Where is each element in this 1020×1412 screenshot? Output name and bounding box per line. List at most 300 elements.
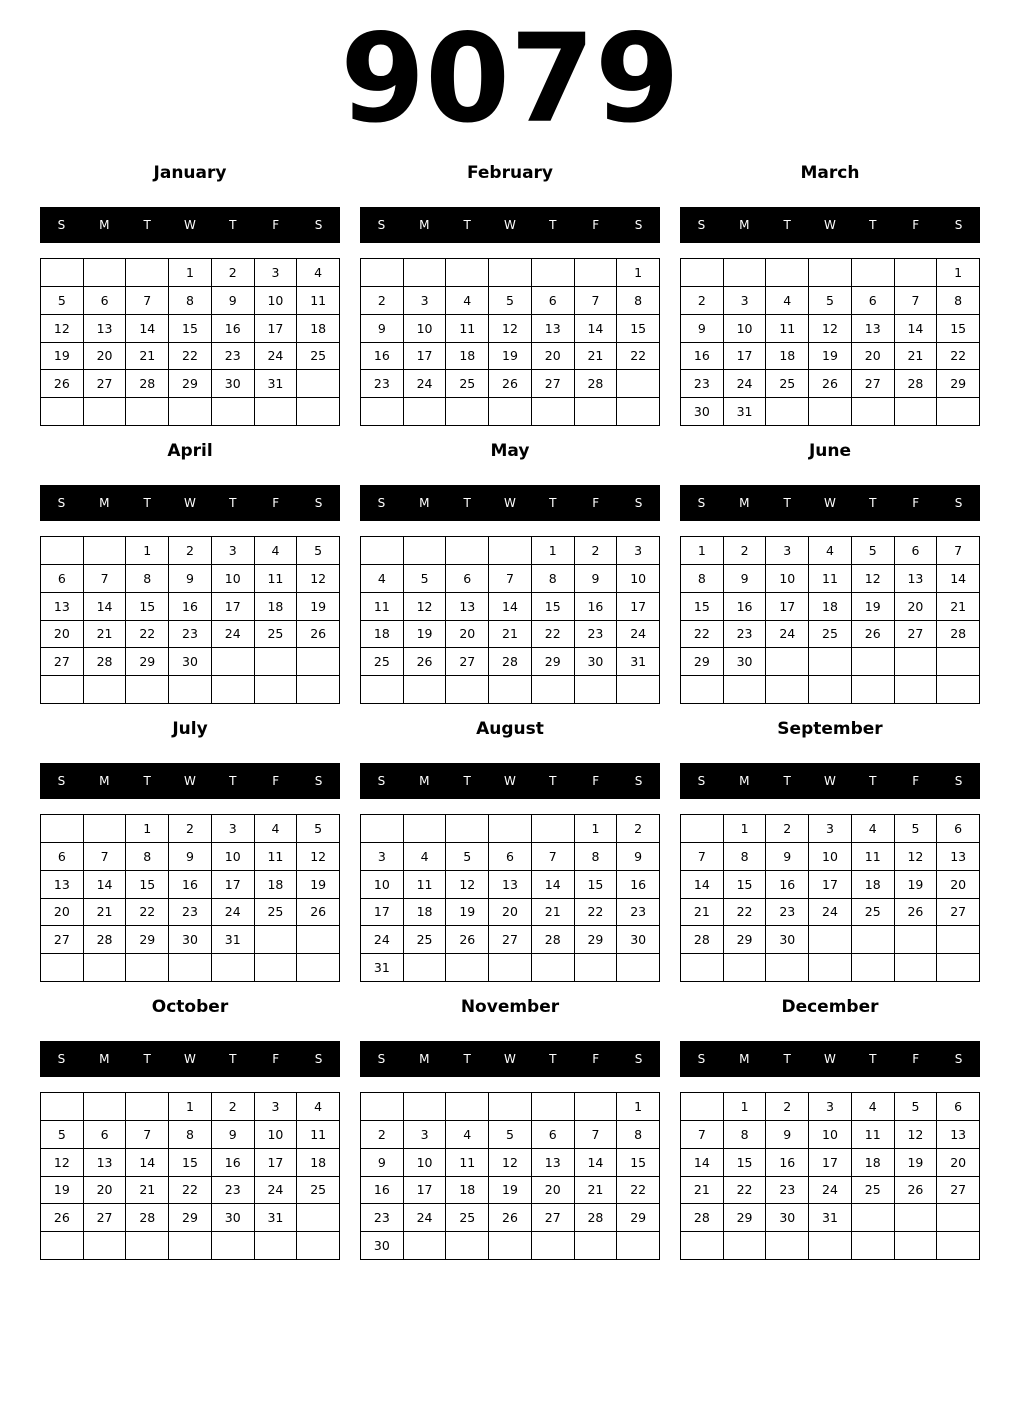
empty-day-cell: [84, 1093, 127, 1121]
day-cell: 25: [766, 370, 809, 398]
day-cell: 1: [169, 259, 212, 287]
day-cell: 2: [361, 287, 404, 315]
empty-day-cell: [297, 1232, 340, 1260]
day-cell: 18: [297, 315, 340, 343]
day-cell: 8: [126, 843, 169, 871]
empty-day-cell: [852, 954, 895, 982]
day-cell: 7: [84, 843, 127, 871]
day-cell: 18: [255, 871, 298, 899]
day-cell: 10: [212, 565, 255, 593]
day-cell: 5: [41, 1121, 84, 1149]
weekday-label: S: [377, 218, 386, 232]
day-cell: 22: [575, 899, 618, 927]
day-cell: 30: [212, 370, 255, 398]
day-cell: 3: [617, 537, 660, 565]
day-cell: 26: [895, 899, 938, 927]
day-cell: 4: [255, 815, 298, 843]
weekday-label: T: [783, 496, 791, 510]
day-cell: 14: [84, 871, 127, 899]
day-grid: [680, 1092, 980, 1260]
day-cell: 14: [489, 593, 532, 621]
weekday-label: W: [184, 774, 196, 788]
day-cell: 25: [255, 899, 298, 927]
day-cell: 30: [681, 398, 724, 426]
day-cell: 21: [84, 621, 127, 649]
day-cell: 9: [724, 565, 767, 593]
day-cell: 6: [852, 287, 895, 315]
empty-day-cell: [212, 1232, 255, 1260]
day-cell: 4: [446, 287, 489, 315]
day-cell: 11: [297, 287, 340, 315]
day-cell: 12: [297, 843, 340, 871]
empty-day-cell: [617, 398, 660, 426]
day-cell: 14: [532, 871, 575, 899]
weekday-label: S: [697, 1052, 706, 1066]
empty-day-cell: [404, 398, 447, 426]
day-cell: 31: [724, 398, 767, 426]
weekday-label: F: [592, 1052, 600, 1066]
day-cell: 27: [41, 926, 84, 954]
empty-day-cell: [681, 954, 724, 982]
day-cell: 18: [852, 871, 895, 899]
day-cell: 8: [724, 1121, 767, 1149]
weekday-label: T: [869, 218, 877, 232]
day-cell: 21: [681, 899, 724, 927]
empty-day-cell: [41, 398, 84, 426]
weekday-label: S: [954, 1052, 963, 1066]
empty-day-cell: [361, 259, 404, 287]
day-cell: 23: [575, 621, 618, 649]
day-cell: 14: [575, 315, 618, 343]
day-cell: 10: [212, 843, 255, 871]
weekday-label: S: [634, 496, 643, 510]
month-june: [680, 436, 980, 714]
empty-day-cell: [169, 1232, 212, 1260]
day-cell: 30: [169, 926, 212, 954]
weekday-label: W: [184, 218, 196, 232]
day-cell: 24: [255, 1177, 298, 1205]
weekday-label: T: [869, 1052, 877, 1066]
empty-day-cell: [126, 954, 169, 982]
empty-day-cell: [489, 954, 532, 982]
empty-day-cell: [84, 259, 127, 287]
day-cell: 26: [41, 370, 84, 398]
weekday-label: F: [272, 774, 280, 788]
day-cell: 4: [809, 537, 852, 565]
day-cell: 6: [532, 1121, 575, 1149]
weekday-label: T: [549, 218, 557, 232]
day-cell: 6: [895, 537, 938, 565]
empty-day-cell: [809, 926, 852, 954]
weekday-label: M: [739, 774, 750, 788]
day-cell: 19: [489, 1177, 532, 1205]
day-cell: 11: [255, 565, 298, 593]
weekday-label: S: [377, 1052, 386, 1066]
weekday-label: F: [272, 1052, 280, 1066]
weekday-label: M: [99, 774, 110, 788]
day-cell: 27: [937, 899, 980, 927]
weekday-label: S: [57, 774, 66, 788]
day-cell: 21: [575, 343, 618, 371]
day-cell: 1: [937, 259, 980, 287]
weekday-header: [360, 485, 660, 521]
empty-day-cell: [532, 954, 575, 982]
day-cell: 20: [532, 1177, 575, 1205]
day-grid: [680, 814, 980, 982]
day-cell: 25: [297, 343, 340, 371]
day-cell: 3: [255, 1093, 298, 1121]
empty-day-cell: [895, 1232, 938, 1260]
day-cell: 31: [212, 926, 255, 954]
day-cell: 4: [255, 537, 298, 565]
day-cell: 24: [404, 370, 447, 398]
day-cell: 13: [41, 593, 84, 621]
empty-day-cell: [169, 954, 212, 982]
month-april: [40, 436, 340, 714]
day-cell: 2: [212, 1093, 255, 1121]
empty-day-cell: [84, 676, 127, 704]
day-cell: 23: [169, 899, 212, 927]
day-cell: 19: [297, 871, 340, 899]
weekday-label: F: [592, 218, 600, 232]
weekday-label: M: [99, 496, 110, 510]
day-cell: 8: [724, 843, 767, 871]
empty-day-cell: [297, 926, 340, 954]
empty-day-cell: [681, 259, 724, 287]
weekday-label: W: [824, 774, 836, 788]
day-cell: 26: [404, 648, 447, 676]
day-cell: 26: [297, 899, 340, 927]
day-cell: 20: [489, 899, 532, 927]
day-cell: 17: [255, 1149, 298, 1177]
year-title: 9079: [340, 8, 680, 150]
empty-day-cell: [575, 676, 618, 704]
day-cell: 27: [84, 1204, 127, 1232]
empty-day-cell: [41, 676, 84, 704]
day-cell: 23: [766, 1177, 809, 1205]
day-cell: 26: [489, 370, 532, 398]
day-cell: 24: [617, 621, 660, 649]
day-cell: 18: [809, 593, 852, 621]
day-cell: 6: [937, 1093, 980, 1121]
day-cell: 7: [126, 1121, 169, 1149]
day-cell: 10: [766, 565, 809, 593]
day-cell: 4: [766, 287, 809, 315]
empty-day-cell: [361, 676, 404, 704]
day-cell: 8: [937, 287, 980, 315]
day-cell: 25: [404, 926, 447, 954]
day-grid: [360, 536, 660, 704]
weekday-label: M: [419, 218, 430, 232]
day-cell: 31: [809, 1204, 852, 1232]
day-cell: 15: [169, 315, 212, 343]
day-cell: 19: [446, 899, 489, 927]
day-cell: 17: [361, 899, 404, 927]
empty-day-cell: [766, 676, 809, 704]
empty-day-cell: [532, 259, 575, 287]
day-cell: 2: [724, 537, 767, 565]
weekday-header: [40, 1041, 340, 1077]
day-cell: 5: [895, 815, 938, 843]
empty-day-cell: [361, 1093, 404, 1121]
empty-day-cell: [169, 398, 212, 426]
day-cell: 28: [681, 1204, 724, 1232]
weekday-header: [680, 485, 980, 521]
day-cell: 12: [895, 843, 938, 871]
day-cell: 24: [212, 899, 255, 927]
day-cell: 17: [809, 1149, 852, 1177]
day-cell: 9: [766, 843, 809, 871]
day-cell: 1: [126, 537, 169, 565]
day-cell: 23: [212, 1177, 255, 1205]
day-cell: 18: [446, 343, 489, 371]
weekday-label: W: [824, 1052, 836, 1066]
empty-day-cell: [212, 954, 255, 982]
weekday-label: W: [824, 218, 836, 232]
day-cell: 15: [126, 871, 169, 899]
month-name: June: [808, 441, 852, 461]
day-cell: 1: [724, 815, 767, 843]
day-cell: 2: [169, 815, 212, 843]
day-cell: 22: [724, 1177, 767, 1205]
empty-day-cell: [681, 815, 724, 843]
weekday-label: F: [912, 1052, 920, 1066]
day-cell: 27: [446, 648, 489, 676]
day-cell: 13: [532, 1149, 575, 1177]
day-cell: 5: [489, 287, 532, 315]
day-cell: 1: [617, 1093, 660, 1121]
day-cell: 23: [212, 343, 255, 371]
weekday-label: T: [869, 496, 877, 510]
day-cell: 28: [681, 926, 724, 954]
day-cell: 23: [617, 899, 660, 927]
day-cell: 23: [361, 370, 404, 398]
empty-day-cell: [895, 259, 938, 287]
day-cell: 26: [852, 621, 895, 649]
day-grid: [360, 258, 660, 426]
day-cell: 16: [575, 593, 618, 621]
empty-day-cell: [84, 815, 127, 843]
day-cell: 19: [895, 1149, 938, 1177]
empty-day-cell: [489, 259, 532, 287]
month-december: [680, 992, 980, 1270]
empty-day-cell: [41, 954, 84, 982]
day-cell: 23: [681, 370, 724, 398]
day-cell: 15: [617, 1149, 660, 1177]
weekday-label: W: [504, 496, 516, 510]
day-cell: 20: [41, 621, 84, 649]
empty-day-cell: [724, 954, 767, 982]
day-cell: 4: [361, 565, 404, 593]
day-cell: 13: [937, 843, 980, 871]
day-cell: 11: [297, 1121, 340, 1149]
weekday-label: W: [184, 496, 196, 510]
day-cell: 24: [361, 926, 404, 954]
day-cell: 29: [724, 926, 767, 954]
empty-day-cell: [937, 1232, 980, 1260]
weekday-label: S: [314, 218, 323, 232]
weekday-label: F: [272, 218, 280, 232]
day-cell: 20: [937, 1149, 980, 1177]
day-cell: 28: [937, 621, 980, 649]
empty-day-cell: [126, 259, 169, 287]
day-cell: 8: [681, 565, 724, 593]
day-cell: 30: [724, 648, 767, 676]
day-cell: 24: [809, 899, 852, 927]
day-cell: 29: [937, 370, 980, 398]
empty-day-cell: [126, 676, 169, 704]
day-cell: 22: [937, 343, 980, 371]
day-cell: 16: [617, 871, 660, 899]
day-cell: 8: [532, 565, 575, 593]
day-grid: [40, 536, 340, 704]
day-cell: 13: [84, 1149, 127, 1177]
day-cell: 31: [361, 954, 404, 982]
day-cell: 6: [84, 287, 127, 315]
day-cell: 7: [84, 565, 127, 593]
empty-day-cell: [852, 926, 895, 954]
day-cell: 29: [724, 1204, 767, 1232]
day-cell: 18: [297, 1149, 340, 1177]
day-cell: 7: [126, 287, 169, 315]
month-november: [360, 992, 660, 1270]
day-cell: 27: [895, 621, 938, 649]
day-cell: 2: [766, 815, 809, 843]
weekday-header: [40, 207, 340, 243]
day-cell: 2: [212, 259, 255, 287]
day-cell: 26: [446, 926, 489, 954]
empty-day-cell: [895, 926, 938, 954]
day-cell: 19: [41, 343, 84, 371]
weekday-label: S: [377, 496, 386, 510]
empty-day-cell: [937, 648, 980, 676]
day-cell: 16: [169, 593, 212, 621]
day-cell: 16: [212, 315, 255, 343]
day-cell: 28: [575, 1204, 618, 1232]
day-cell: 30: [766, 926, 809, 954]
day-cell: 12: [489, 1149, 532, 1177]
day-cell: 30: [575, 648, 618, 676]
weekday-label: W: [504, 774, 516, 788]
month-march: [680, 158, 980, 436]
day-cell: 21: [895, 343, 938, 371]
months-grid: [40, 158, 980, 1270]
weekday-label: T: [869, 774, 877, 788]
day-cell: 6: [41, 565, 84, 593]
day-grid: [680, 536, 980, 704]
day-cell: 9: [169, 565, 212, 593]
month-name: February: [466, 163, 554, 183]
day-cell: 25: [852, 1177, 895, 1205]
day-cell: 3: [212, 815, 255, 843]
day-cell: 16: [169, 871, 212, 899]
weekday-label: M: [419, 496, 430, 510]
empty-day-cell: [681, 1232, 724, 1260]
day-cell: 18: [852, 1149, 895, 1177]
day-cell: 22: [532, 621, 575, 649]
day-cell: 22: [681, 621, 724, 649]
day-cell: 10: [404, 1149, 447, 1177]
empty-day-cell: [255, 676, 298, 704]
empty-day-cell: [575, 1093, 618, 1121]
day-cell: 21: [126, 1177, 169, 1205]
empty-day-cell: [404, 815, 447, 843]
day-cell: 24: [809, 1177, 852, 1205]
day-cell: 28: [489, 648, 532, 676]
day-cell: 3: [255, 259, 298, 287]
day-cell: 6: [84, 1121, 127, 1149]
weekday-label: T: [463, 218, 471, 232]
empty-day-cell: [255, 398, 298, 426]
month-name: March: [800, 163, 860, 183]
empty-day-cell: [41, 259, 84, 287]
day-cell: 9: [212, 287, 255, 315]
day-cell: 19: [489, 343, 532, 371]
empty-day-cell: [126, 1232, 169, 1260]
day-cell: 23: [724, 621, 767, 649]
day-cell: 2: [169, 537, 212, 565]
weekday-label: T: [783, 774, 791, 788]
month-july: [40, 714, 340, 992]
day-cell: 22: [126, 899, 169, 927]
day-cell: 25: [446, 1204, 489, 1232]
day-cell: 4: [297, 1093, 340, 1121]
day-cell: 7: [681, 843, 724, 871]
weekday-label: F: [912, 218, 920, 232]
day-cell: 15: [126, 593, 169, 621]
day-cell: 28: [126, 370, 169, 398]
day-cell: 23: [766, 899, 809, 927]
empty-day-cell: [255, 954, 298, 982]
day-cell: 28: [84, 926, 127, 954]
day-cell: 11: [852, 1121, 895, 1149]
day-cell: 19: [852, 593, 895, 621]
empty-day-cell: [297, 398, 340, 426]
weekday-label: T: [143, 496, 151, 510]
empty-day-cell: [681, 676, 724, 704]
day-cell: 5: [895, 1093, 938, 1121]
month-august: [360, 714, 660, 992]
day-cell: 2: [361, 1121, 404, 1149]
empty-day-cell: [84, 954, 127, 982]
weekday-label: T: [783, 1052, 791, 1066]
day-cell: 18: [766, 343, 809, 371]
empty-day-cell: [532, 1093, 575, 1121]
empty-day-cell: [809, 676, 852, 704]
day-cell: 16: [724, 593, 767, 621]
day-cell: 14: [681, 1149, 724, 1177]
day-cell: 14: [681, 871, 724, 899]
day-cell: 16: [681, 343, 724, 371]
empty-day-cell: [575, 1232, 618, 1260]
day-cell: 21: [681, 1177, 724, 1205]
day-cell: 5: [852, 537, 895, 565]
day-cell: 1: [617, 259, 660, 287]
weekday-label: M: [99, 218, 110, 232]
day-cell: 27: [532, 370, 575, 398]
day-cell: 29: [681, 648, 724, 676]
day-cell: 10: [404, 315, 447, 343]
day-cell: 7: [489, 565, 532, 593]
day-cell: 26: [41, 1204, 84, 1232]
day-grid: [40, 1092, 340, 1260]
day-cell: 20: [84, 1177, 127, 1205]
day-cell: 15: [937, 315, 980, 343]
empty-day-cell: [575, 954, 618, 982]
day-cell: 13: [489, 871, 532, 899]
day-cell: 25: [852, 899, 895, 927]
day-cell: 16: [361, 1177, 404, 1205]
